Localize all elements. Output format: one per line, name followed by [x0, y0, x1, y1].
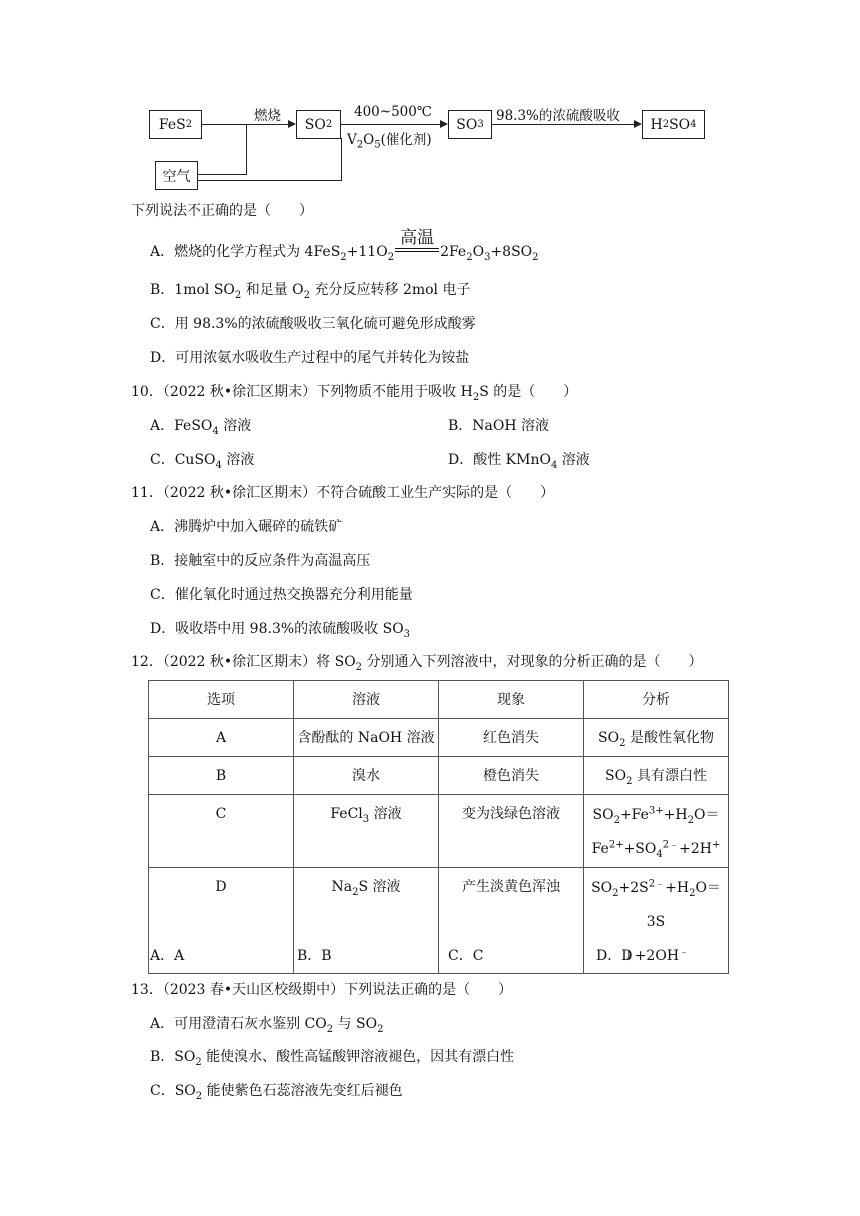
arrow-line: [340, 124, 440, 125]
q10-option-c: C．CuSO$_4$ 溶液: [150, 452, 255, 471]
connector-line: [246, 124, 247, 175]
table-row: [149, 868, 729, 974]
table-cell: B: [215, 768, 227, 784]
q11-option-d: D．吸收塔中用 98.3%的浓硫酸吸收 $SO_3$: [150, 621, 411, 640]
table-cell: $Na_2S$ 溶液: [331, 879, 401, 898]
connector-line: [197, 180, 342, 181]
q11-stem: 11．（2022 秋•徐汇区期末）不符合硫酸工业生产实际的是（ ）: [131, 485, 555, 501]
table-header-cell: 溶液: [352, 692, 380, 708]
catalyst-label: $V_2O_5$(催化剂): [347, 132, 432, 151]
table-row: [149, 795, 729, 868]
q10-stem: 10．（2022 秋•徐汇区期末）下列物质不能用于吸收 $H_2S$ 的是（ ）: [131, 384, 578, 403]
burn-label: 燃烧: [254, 108, 281, 124]
air-label: 空气: [162, 168, 191, 185]
arrow-line: [491, 124, 634, 125]
absorb-label: 98.3%的浓硫酸吸收: [496, 108, 620, 124]
q12-table: [148, 680, 729, 974]
q9-option-a: A．燃烧的化学方程式为 $4FeS_2+11O_2$ 高温 $2Fe_2O_3+8SO_2$: [150, 228, 539, 263]
q10-option-a: A．FeSO$_4$ 溶液: [150, 418, 252, 437]
q9-option-d: D．可用浓氨水吸收生产过程中的尾气并转化为铵盐: [150, 350, 470, 366]
table-cell: C: [215, 806, 227, 822]
table-row: [149, 757, 729, 795]
table-row: [149, 719, 729, 757]
q12-answer-d: D．D: [596, 948, 633, 964]
air-box: [155, 161, 198, 190]
table-cell: A: [215, 730, 227, 746]
condition-mark: 高温: [395, 248, 439, 256]
table-cell: 产生淡黄色浑浊: [462, 879, 560, 895]
h2so4-box: H 2 SO 4: [642, 110, 705, 139]
table-cell: $SO_2+Fe^{3+}+H_2O=$ $Fe^{2+}+SO_4^{2﹣}+2H^+$: [591, 805, 721, 860]
table-cell: FeCl$_3$ 溶液: [330, 806, 402, 825]
q12-stem: 12．（2022 秋•徐汇区期末）将 $SO_2$ 分别通入下列溶液中，对现象的分析正确的是（ ）: [131, 654, 703, 673]
q13-option-a: A．可用澄清石灰水鉴别 $CO_2$ 与 $SO_2$: [150, 1016, 384, 1035]
q13-stem: 13．（2023 春•天山区校级期中）下列说法正确的是（ ）: [131, 982, 513, 998]
q11-option-c: C．催化氧化时通过热交换器充分利用能量: [150, 587, 413, 603]
q12-answer-c: C．C: [448, 948, 484, 964]
table-cell: $SO_2+2S^{2﹣}+H_2O=3S$ ↓+2OH﹣: [591, 878, 721, 964]
q11-option-a: A．沸腾炉中加入碾碎的硫铁矿: [150, 519, 343, 535]
table-header-cell: 现象: [497, 692, 525, 708]
table-cell: D: [215, 879, 227, 895]
so2-box: SO 2: [296, 110, 341, 139]
arrowhead: [440, 120, 448, 128]
arrowhead: [288, 120, 296, 128]
fes2-box: FeS 2: [149, 110, 202, 139]
q13-option-b: B．$SO_2$ 能使溴水、酸性高锰酸钾溶液褪色，因其有漂白性: [150, 1049, 515, 1068]
q12-answer-a: A．A: [150, 948, 185, 964]
q9-option-c: C．用 98.3%的浓硫酸吸收三氧化硫可避免形成酸雾: [150, 316, 476, 332]
connector-line: [341, 138, 342, 181]
table-cell: $SO_2$ 是酸性氧化物: [598, 730, 714, 749]
table-cell: $SO_2$ 具有漂白性: [605, 768, 707, 787]
q13-option-c: C．$SO_2$ 能使紫色石蕊溶液先变红后褪色: [150, 1083, 403, 1102]
q11-option-b: B．接触室中的反应条件为高温高压: [150, 553, 371, 569]
connector-line: [197, 174, 247, 175]
temperature-label: 400~500℃: [354, 104, 432, 120]
q12-answer-b: B．B: [297, 948, 332, 964]
table-header-cell: 分析: [642, 692, 670, 708]
table-cell: 红色消失: [483, 730, 539, 746]
q10-option-d: D．酸性 KMnO$_4$ 溶液: [448, 452, 590, 471]
arrowhead: [634, 120, 642, 128]
so3-box: SO 3: [448, 110, 492, 139]
table-header-cell: 选项: [207, 692, 235, 708]
arrow-line: [201, 124, 288, 125]
table-header-row: [149, 681, 729, 719]
q10-option-b: B．NaOH 溶液: [448, 418, 550, 434]
table-cell: 橙色消失: [483, 768, 539, 784]
q9-stem: 下列说法不正确的是（ ）: [131, 203, 313, 219]
table-cell: 变为浅绿色溶液: [462, 806, 560, 822]
q9-option-b: B．1mol $SO_2$ 和足量 $O_2$ 充分反应转移 2mol 电子: [150, 282, 471, 301]
table-cell: 含酚酞的 NaOH 溶液: [297, 730, 435, 746]
table-cell: 溴水: [352, 768, 380, 784]
